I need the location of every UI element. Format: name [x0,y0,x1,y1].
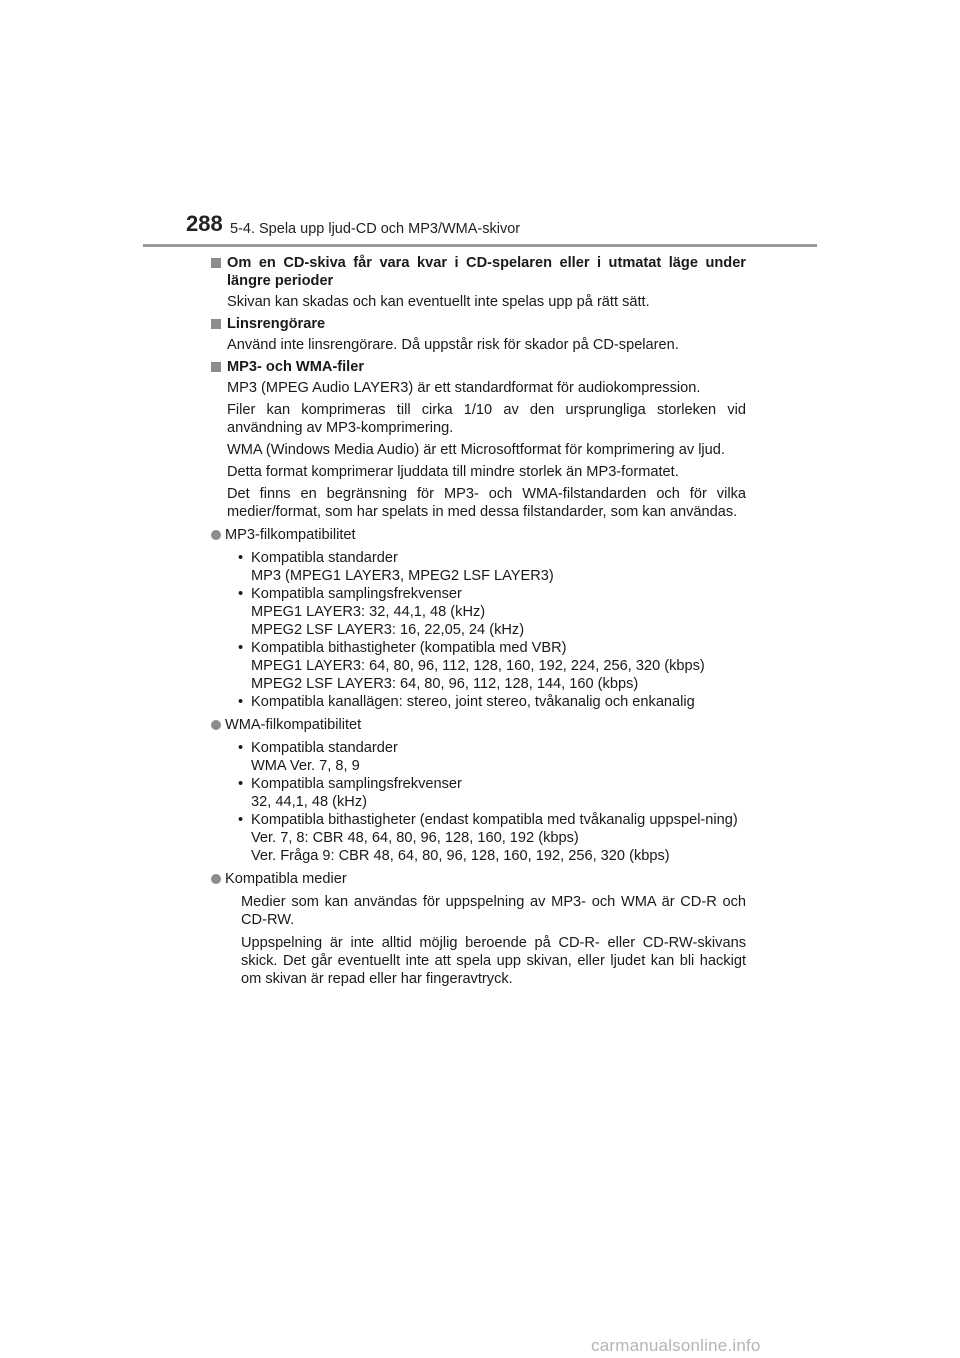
section-heading: Om en CD-skiva får vara kvar i CD-spelaren eller i utmatat läge under längre perioder [227,255,746,289]
page-content [211,254,746,992]
list-item: • Kompatibla bithastigheter (kompatibla med VBR) MPEG1 LAYER3: 64, 80, 96, 112, 128, 160, 192, 224, 256, 320 (kbps) MPEG2 LSF LAYER3: 64, 80, 96, 112, 128, 144, 160 (kbps) [238,639,746,693]
square-bullet-icon [211,319,221,329]
subsection-paragraph: Uppspelning är inte alltid möjlig beroende på CD-R- eller CD-RW-skivans skick. Det går eventuellt inte att spela upp skivan, eller ljudet kan bli hackigt om skivan är repad eller har fingeravtryck. [241,935,746,987]
circle-bullet-icon [211,530,221,540]
section-paragraph: MP3 (MPEG Audio LAYER3) är ett standardformat för audiokompression. [227,380,701,396]
section-heading: Linsrengörare [227,316,326,332]
section-paragraph: Det finns en begränsning för MP3- och WMA-filstandarden och för vilka medier/format, som har spelats in med dessa filstandarder, som kan användas. [227,486,746,520]
bullet-list [238,549,746,711]
square-bullet-icon [211,258,221,268]
list-item: • Kompatibla standarder WMA Ver. 7, 8, 9 [238,739,746,775]
list-item: • Kompatibla samplingsfrekvenser 32, 44,1, 48 (kHz) [238,775,746,811]
section-heading: MP3- och WMA-filer [227,359,365,375]
list-item: • Kompatibla samplingsfrekvenser MPEG1 LAYER3: 32, 44,1, 48 (kHz) MPEG2 LSF LAYER3: 16, 22,05, 24 (kHz) [238,585,746,639]
list-item: • Kompatibla standarder MP3 (MPEG1 LAYER3, MPEG2 LSF LAYER3) [238,549,746,585]
watermark-logo: carmanualsonline.info [591,1336,761,1355]
list-item: • Kompatibla kanallägen: stereo, joint stereo, tvåkanalig och enkanalig [238,693,746,711]
section-mp3-wma-files [211,358,746,988]
square-bullet-icon [211,362,221,372]
header-divider [143,244,817,247]
section-paragraph: Skivan kan skadas och kan eventuellt inte spelas upp på rätt sätt. [227,294,650,310]
section-paragraph: Filer kan komprimeras till cirka 1/10 av den ursprungliga storleken vid användning av MP3-komprimering. [227,402,746,436]
section-cd-left-in-player [211,254,746,311]
subsection-title: Kompatibla medier [225,871,347,887]
subsection-wma-compatibility [211,716,746,865]
section-paragraph: WMA (Windows Media Audio) är ett Microsoftformat för komprimering av ljud. [227,442,725,458]
section-paragraph: Använd inte linsrengörare. Då uppstår risk för skador på CD-spelaren. [227,337,679,353]
section-paragraph: Detta format komprimerar ljuddata till mindre storlek än MP3-formatet. [227,464,679,480]
circle-bullet-icon [211,874,221,884]
page-number: 288 [186,211,223,236]
subsection-compatible-media [211,870,746,988]
list-item: • Kompatibla bithastigheter (endast kompatibla med tvåkanalig uppspel-ning) Ver. 7, 8: CBR 48, 64, 80, 96, 128, 160, 192 (kbps) Ver. Fråga 9: CBR 48, 64, 80, 96, 128, 160, 192, 256, 320 (kbps) [238,811,746,865]
subsection-title: WMA-filkompatibilitet [225,717,362,733]
section-lens-cleaner [211,315,746,354]
bullet-list [238,739,746,865]
chapter-title: 5-4. Spela upp ljud-CD och MP3/WMA-skivor [230,221,521,237]
subsection-title: MP3-filkompatibilitet [225,527,356,543]
circle-bullet-icon [211,720,221,730]
subsection-mp3-compatibility [211,526,746,711]
subsection-paragraph: Medier som kan användas för uppspelning av MP3- och WMA är CD-R och CD-RW. [241,894,746,928]
